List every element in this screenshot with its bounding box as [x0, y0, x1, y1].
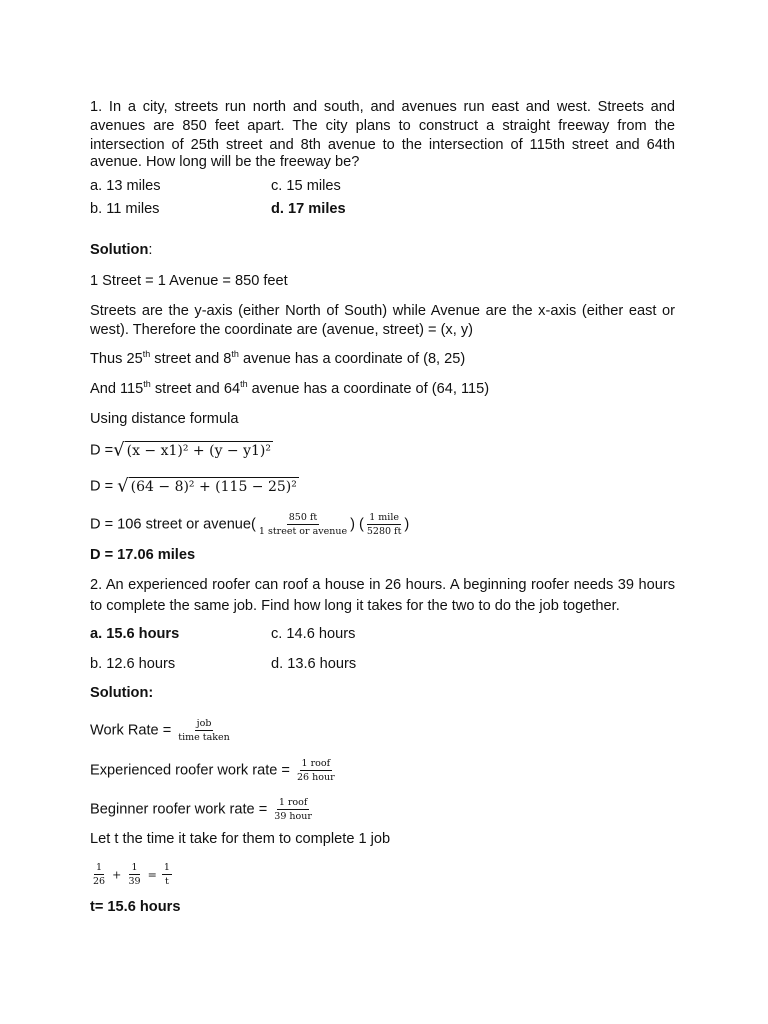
superscript: th	[231, 349, 239, 360]
q2-option-c: c. 14.6 hours	[271, 626, 356, 642]
text: avenue has a coordinate of (64, 115)	[247, 381, 490, 397]
square-root: √ (64 − 8)² + (115 − 25)²	[117, 475, 297, 497]
formula-label: D = 106 street or avenue(	[90, 516, 256, 533]
q1-line-1: 1. In a city, streets run north and south, and avenues run east and west. Streets and	[90, 99, 675, 115]
paren-separator: ) (	[350, 516, 364, 533]
text: street and 8	[150, 351, 232, 367]
axes-line-1: Streets are the y-axis (either North of South) while Avenue are the x-axis (either east or	[90, 303, 675, 319]
closing-paren: )	[404, 516, 410, 533]
text: And 115	[90, 381, 144, 397]
solution-1-label: Solution	[90, 242, 149, 258]
fraction-1-over-t: $\frac{1}{t}$	[163, 862, 170, 887]
work-rate-formula	[90, 718, 233, 743]
q2-line-2: to complete the same job. Find how long it takes for the two to do the job together.	[90, 598, 620, 614]
distance-formula-general	[90, 441, 273, 460]
q2-option-b: b. 12.6 hours	[90, 656, 176, 672]
q1-option-c: c. 15 miles	[271, 178, 341, 194]
square-root: √ (x − x1)² + (y − y1)²	[113, 439, 271, 461]
formula-label: Beginner roofer work rate =	[90, 801, 272, 818]
equivalence-line: 1 Street = 1 Avenue = 850 feet	[90, 273, 288, 289]
distance-formula-substituted	[90, 477, 299, 496]
fraction-job-per-time: $\frac{\text{job}}{\text{time taken}}$	[178, 718, 230, 743]
fraction-beginner-rate: $\frac{\text{1 roof}}{\text{39 hour}}$	[274, 797, 312, 822]
experienced-rate-formula	[90, 758, 338, 783]
radicand: (x − x1)² + (y − y1)²	[126, 443, 271, 459]
q1-option-d-correct: d. 17 miles	[271, 201, 346, 217]
solution-2-heading: Solution:	[90, 685, 154, 701]
q1-line-3: intersection of 25th street and 8th avenue to the intersection of 115th street and 64th	[90, 137, 675, 153]
coordinate-line-1	[90, 350, 465, 368]
plus-sign: +	[112, 868, 122, 882]
formula-label: D =	[90, 442, 114, 459]
q1-option-a: a. 13 miles	[90, 178, 161, 194]
formula-label: Experienced roofer work rate =	[90, 762, 295, 779]
beginner-rate-formula	[90, 797, 315, 822]
fraction-1-over-26: $\frac{1}{26}$	[93, 862, 106, 887]
unit-conversion-formula	[90, 512, 409, 537]
axes-line-2: west). Therefore the coordinate are (avenue, street) = (x, y)	[90, 322, 473, 338]
q2-option-d: d. 13.6 hours	[271, 656, 357, 672]
combined-rate-equation	[90, 862, 173, 887]
text: Thus 25	[90, 351, 143, 367]
using-distance-formula: Using distance formula	[90, 411, 239, 427]
superscript: th	[143, 379, 151, 390]
fraction-experienced-rate: $\frac{\text{1 roof}}{\text{26 hour}}$	[297, 758, 335, 783]
superscript: th	[240, 379, 248, 390]
formula-label: Work Rate =	[90, 722, 176, 739]
answer-2: t= 15.6 hours	[90, 899, 181, 915]
coordinate-line-2	[90, 380, 489, 398]
solution-1-heading	[90, 241, 152, 259]
formula-label: D =	[90, 478, 118, 495]
q2-option-a-correct: a. 15.6 hours	[90, 626, 180, 642]
solution-1-colon: :	[148, 242, 153, 258]
fraction-1-over-39: $\frac{1}{39}$	[128, 862, 141, 887]
radicand: (64 − 8)² + (115 − 25)²	[130, 479, 297, 495]
fraction-mile-per-feet: $\frac{\text{1 mile}}{5280 ft}$	[366, 512, 402, 537]
answer-1: D = 17.06 miles	[90, 547, 196, 563]
text: avenue has a coordinate of (8, 25)	[238, 351, 466, 367]
q1-option-b: b. 11 miles	[90, 201, 160, 217]
let-t-line: Let t the time it take for them to complete 1 job	[90, 831, 391, 847]
fraction-feet-per-street: $\frac{850 ft}{\text{1 street or avenue}}$	[258, 512, 348, 537]
text: street and 64	[150, 381, 241, 397]
superscript: th	[142, 349, 151, 360]
equals-sign: =	[147, 868, 157, 882]
q1-line-2: avenues are 850 feet apart. The city plans to construct a straight freeway from the	[90, 118, 675, 134]
q2-line-1: 2. An experienced roofer can roof a house in 26 hours. A beginning roofer needs 39 hours	[90, 577, 675, 593]
q1-line-4: avenue. How long will be the freeway be?	[90, 154, 360, 170]
